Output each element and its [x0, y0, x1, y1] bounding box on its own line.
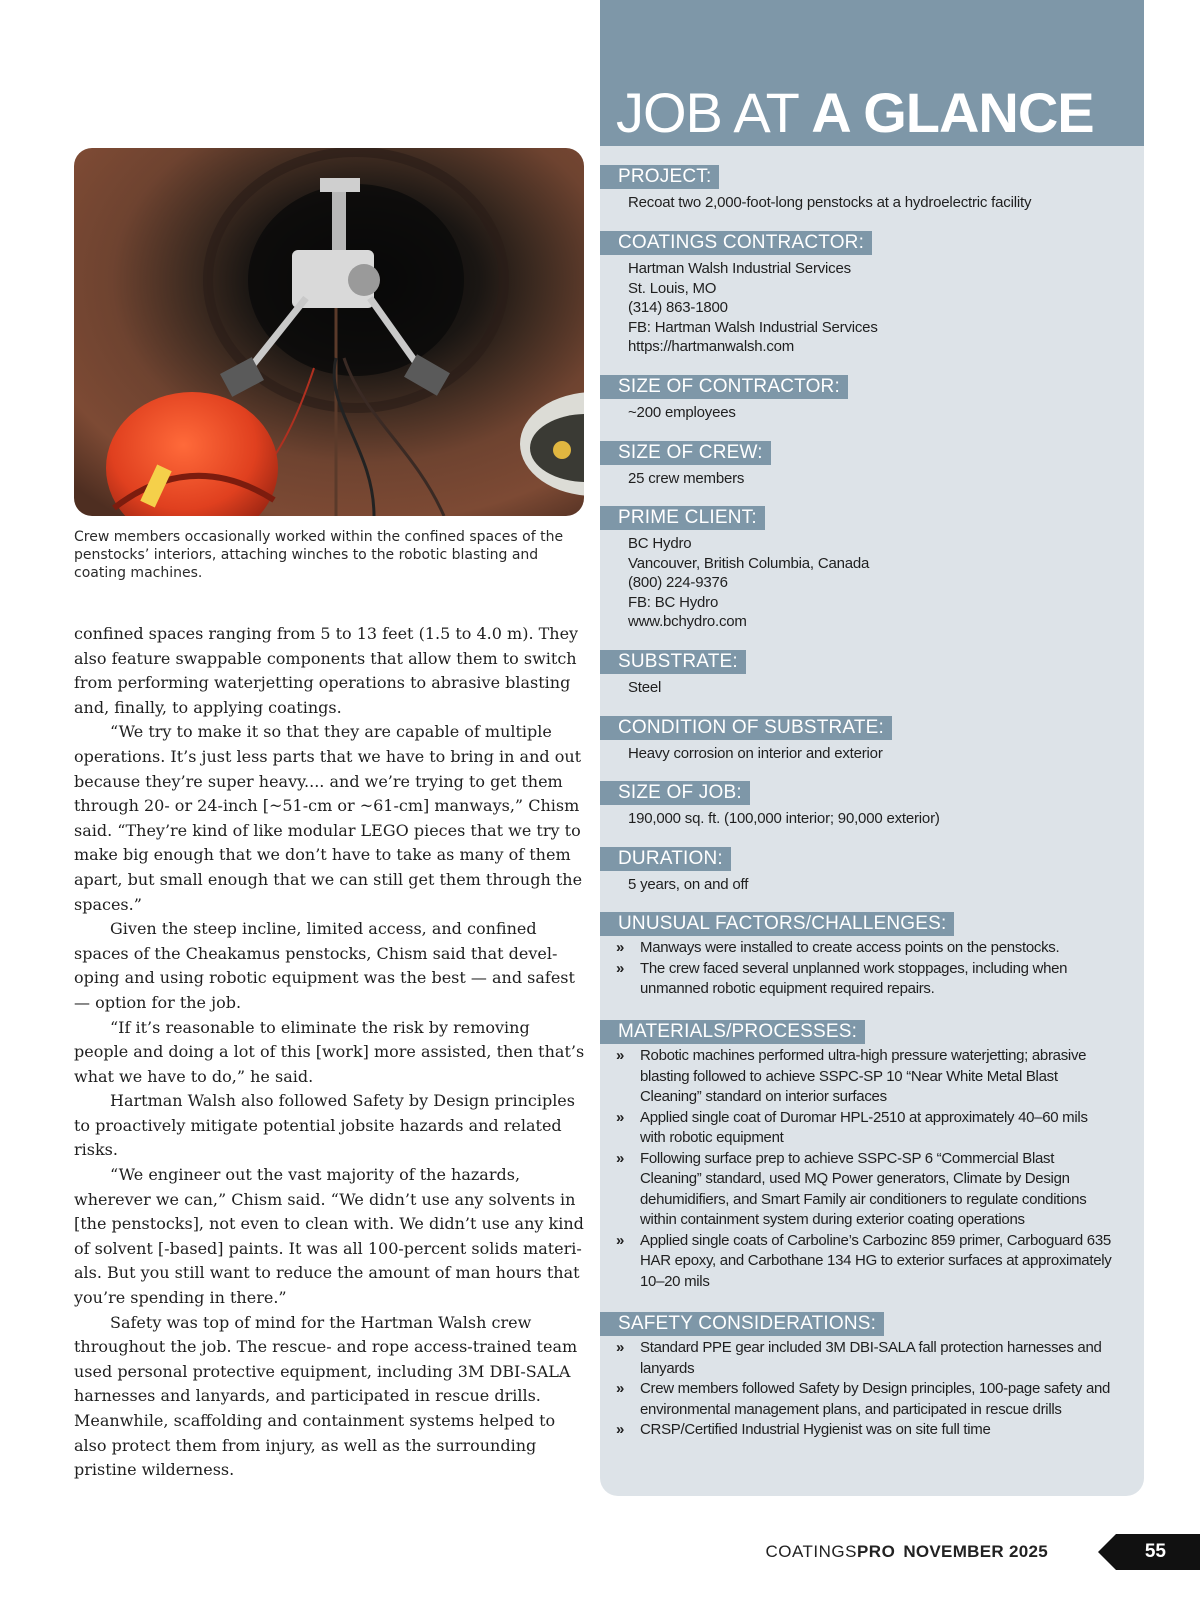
list-item-text: Standard PPE gear included 3M DBI-SALA fall protection harnesses and lanyards [640, 1339, 1102, 1377]
bullet-icon: » [616, 1149, 625, 1167]
section-condition-of-substrate [600, 716, 1144, 764]
section-label: SIZE OF CREW: [600, 441, 771, 465]
section-line: St. Louis, MO [628, 279, 717, 297]
section-line: FB: BC Hydro [628, 593, 719, 611]
section-line: Recoat two 2,000-foot-long penstocks at a hydroelectric facility [628, 194, 1032, 211]
bullet-list [600, 1336, 1144, 1441]
section-label: MATERIALS/PROCESSES: [600, 1020, 865, 1044]
section-substrate [600, 650, 1144, 698]
bullet-icon: » [616, 959, 625, 977]
article-paragraph: “We try to make it so that they are capable of multiple operations. It’s just less parts that we have to bring in and out because they’re super heavy.... and we’re trying to get them through 20- or 24-inch [~51-cm or ~61-cm] manways,” Chism said. “They’re kind of like modular LEGO pieces that we try to make big enough that we don’t have to take as many of them apart, but small enough that we can still get them through the spaces.” [74, 722, 583, 914]
section-size-of-crew [600, 441, 1144, 489]
section-line: www.bchydro.com [628, 613, 747, 630]
penstock-robot-photo [74, 148, 584, 516]
title-light: JOB AT [616, 81, 799, 144]
section-line: ~200 employees [628, 404, 736, 421]
bullet-icon: » [616, 1380, 625, 1397]
section-line: 190,000 sq. ft. (100,000 interior; 90,000 exterior) [628, 810, 940, 827]
section-label: COATINGS CONTRACTOR: [600, 231, 872, 255]
section-safety-considerations [600, 1312, 1144, 1441]
section-label: SIZE OF JOB: [600, 781, 750, 805]
list-item-text: Crew members followed Safety by Design principles, 100-page safety and environmental management plans, and participated in rescue drills [640, 1380, 1111, 1418]
list-item-text: Applied single coats of Carboline’s Carbozinc 859 primer, Carboguard 635 HAR epoxy, and Carbothane 134 HG to exterior surfaces at approximately 10–20 mils [640, 1231, 1112, 1290]
list-item-text: The crew faced several unplanned work stoppages, including when unmanned robotic equipment required repairs. [640, 959, 1068, 997]
section-line: (800) 224-9376 [628, 574, 728, 591]
sidebar-header [600, 0, 1144, 146]
bullet-icon: » [616, 1421, 625, 1438]
section-label: UNUSUAL FACTORS/CHALLENGES: [600, 912, 954, 936]
list-item [600, 1379, 1116, 1420]
section-unusual-factors [600, 912, 1144, 1000]
bullet-list [600, 936, 1144, 1000]
section-label: CONDITION OF SUBSTRATE: [600, 716, 892, 740]
section-line: 25 crew members [628, 470, 745, 487]
section-size-of-job [600, 781, 1144, 829]
section-line: Steel [628, 679, 662, 696]
bullet-icon: » [616, 1339, 625, 1356]
list-item [600, 1046, 1116, 1108]
section-line: (314) 863-1800 [628, 299, 728, 316]
article-paragraph: “If it’s reasonable to eliminate the risk by removing people and doing a lot of this [work] more assisted, then that’s what we have to do,” he said. [74, 1017, 585, 1086]
section-project [600, 165, 1144, 213]
section-label: PRIME CLIENT: [600, 506, 765, 530]
article-paragraph: Safety was top of mind for the Hartman Walsh crew throughout the job. The rescue- and rope access-trained team used personal protective equipment, including 3M DBI-SALA harnesses and lanyards, and participated in rescue drills. Meanwhile, scaffolding and containment systems helped to also protect them from injury, as well as the surrounding pristine wilderness. [74, 1312, 578, 1480]
page-number: 55 [1144, 1541, 1166, 1562]
section-line: Vancouver, British Columbia, Canada [628, 554, 870, 572]
bullet-icon: » [616, 939, 625, 956]
list-item-text: Manways were installed to create access points on the penstocks. [640, 939, 1060, 956]
section-contractor [600, 231, 1144, 357]
section-line: https://hartmanwalsh.com [628, 338, 795, 355]
magazine-name-bold: PRO [856, 1542, 896, 1561]
bullet-icon: » [616, 1231, 625, 1249]
section-line: 5 years, on and off [628, 876, 749, 893]
article-paragraph: “We engineer out the vast majority of the hazards, wherever we can,” Chism said. “We didn’t use any solvents in [the penstocks], not even to clean with. We didn’t use any kind of solvent [-based] paints. It was all 100-percent solids materials. But you still want to reduce the amount of man hours that you’re spending in there.” [74, 1165, 584, 1308]
bullet-list [600, 1044, 1144, 1292]
section-prime-client [600, 506, 1144, 632]
bullet-icon: » [616, 1047, 625, 1064]
section-label: DURATION: [600, 847, 731, 871]
section-materials-processes [600, 1020, 1144, 1292]
article-paragraph: confined spaces ranging from 5 to 13 feet (1.5 to 4.0 m). They also feature swappable components that allow them to switch from performing waterjetting operations to abrasive blasting and, finally, to applying coatings. [74, 624, 579, 717]
list-item [600, 1420, 1116, 1441]
article-body [74, 622, 588, 1483]
article-photo [74, 148, 584, 516]
list-item-text: Applied single coat of Duromar HPL-2510 at approximately 40–60 mils with robotic equipment [640, 1108, 1088, 1146]
list-item [600, 959, 1116, 1000]
list-item [600, 1108, 1116, 1149]
page-footer [765, 1540, 1048, 1564]
list-item [600, 938, 1116, 959]
list-item-text: Following surface prep to achieve SSPC-SP 6 “Commercial Blast Cleaning” standard, used MQ Power generators, Climate by Design dehumidifiers, and Smart Family air conditioners to regulate conditions within containment system during exterior coating operations [640, 1149, 1087, 1228]
section-line: Heavy corrosion on interior and exterior [628, 745, 883, 762]
article-paragraph: Hartman Walsh also followed Safety by Design principles to proactively mitigate potential jobsite hazards and related risks. [74, 1091, 575, 1160]
section-duration [600, 847, 1144, 895]
bullet-icon: » [616, 1108, 625, 1126]
section-label: SIZE OF CONTRACTOR: [600, 375, 848, 399]
section-line: Hartman Walsh Industrial Services [628, 260, 851, 277]
section-label: SUBSTRATE: [600, 650, 746, 674]
job-at-a-glance-sidebar [600, 0, 1144, 1496]
section-size-of-contractor [600, 375, 1144, 423]
article-paragraph: Given the steep incline, limited access, and confined spaces of the Cheakamus penstocks, Chism said that developing and using robotic equipment was the best — and safest — option for the job. [74, 919, 575, 1012]
section-line: FB: Hartman Walsh Industrial Services [628, 318, 878, 336]
photo-caption: Crew members occasionally worked within the confined spaces of the penstocks’ interiors, attaching winches to the robotic blasting and coating machines. [74, 529, 564, 581]
list-item-text: CRSP/Certified Industrial Hygienist was on site full time [640, 1421, 991, 1438]
list-item [600, 1338, 1116, 1379]
sidebar-title [616, 80, 1094, 146]
section-label: SAFETY CONSIDERATIONS: [600, 1312, 884, 1336]
issue-date: NOVEMBER 2025 [903, 1542, 1048, 1561]
magazine-name-light: COATINGS [765, 1542, 857, 1561]
title-bold: A GLANCE [811, 81, 1094, 144]
section-line: BC Hydro [628, 535, 692, 552]
section-label: PROJECT: [600, 165, 719, 189]
list-item [600, 1149, 1116, 1231]
list-item-text: Robotic machines performed ultra-high pressure waterjetting; abrasive blasting followed to achieve SSPC-SP 10 “Near White Metal Blast Cleaning” standard on interior surfaces [640, 1047, 1087, 1105]
list-item [600, 1231, 1116, 1293]
